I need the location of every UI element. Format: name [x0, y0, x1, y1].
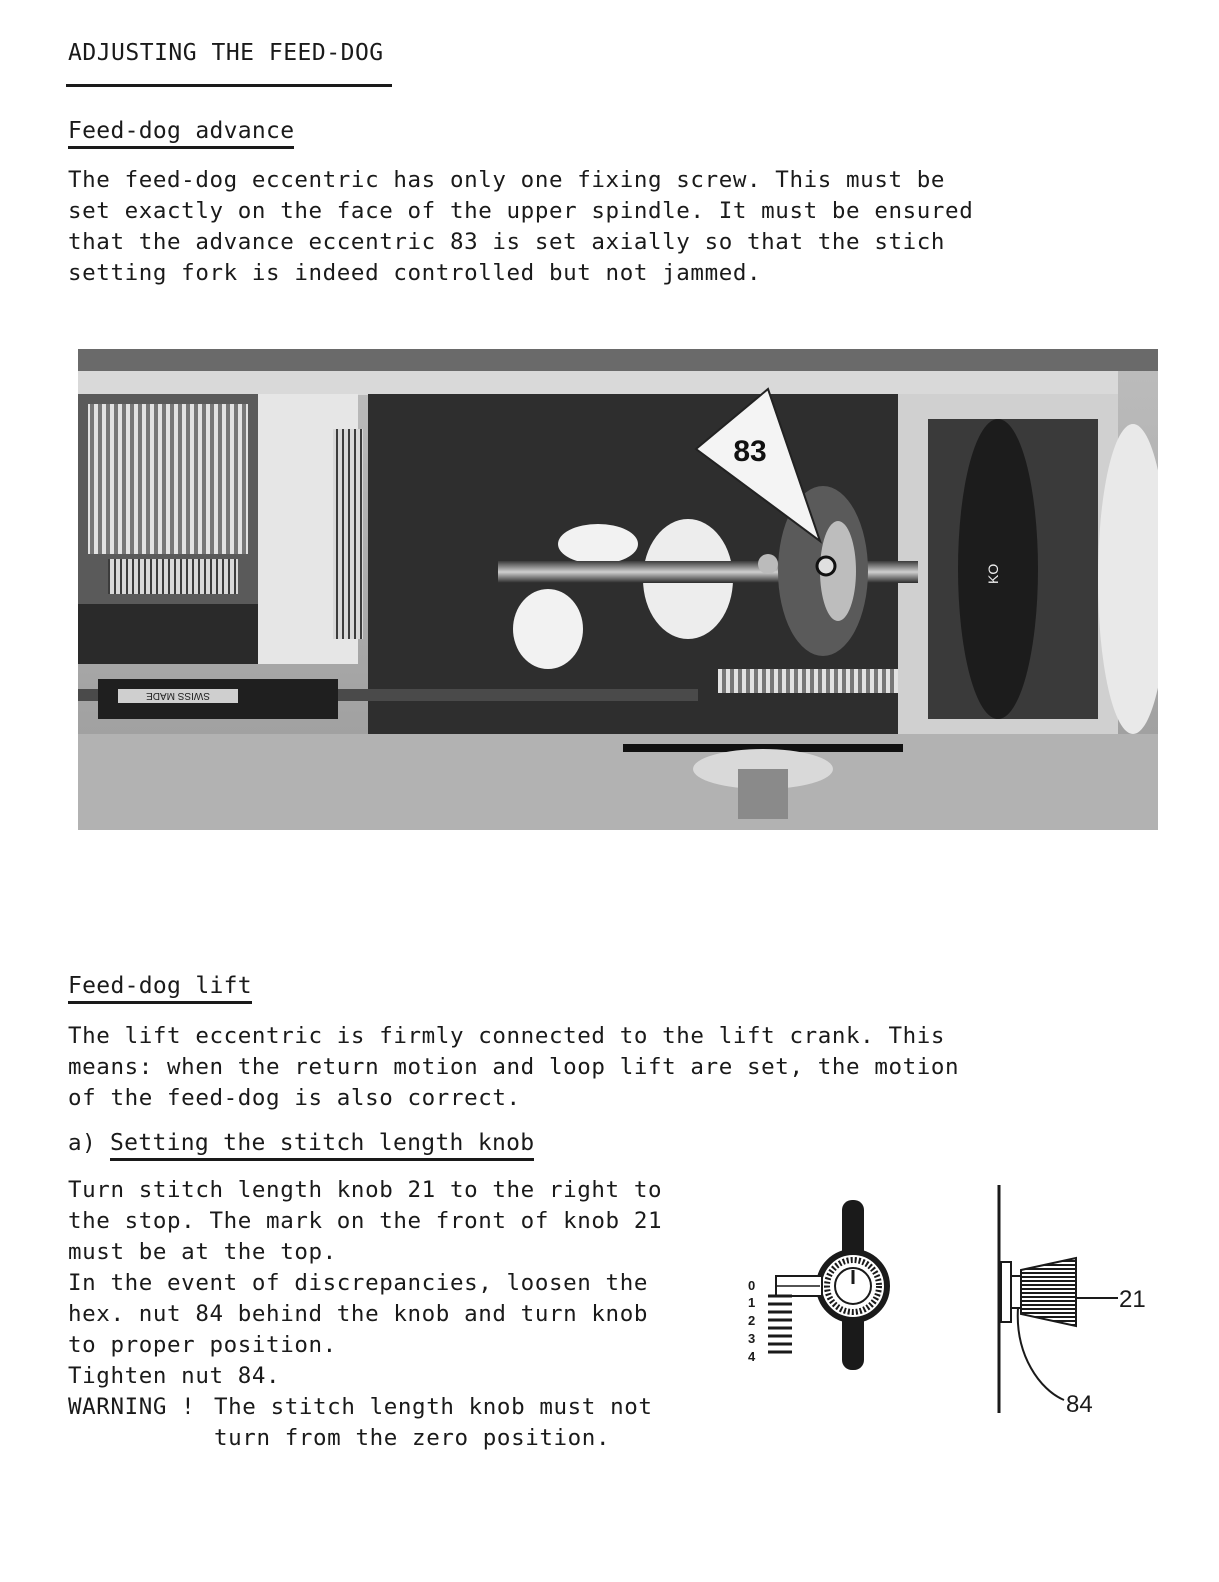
- stitch-length-scale: [768, 1296, 792, 1352]
- warning-block: [68, 1392, 662, 1454]
- scale-number: 4: [748, 1349, 756, 1364]
- advance-paragraph: [68, 165, 973, 289]
- page-title: ADJUSTING THE FEED-DOG: [68, 40, 384, 66]
- paragraph-line: must be at the top.: [68, 1239, 337, 1265]
- paragraph-line: to proper position.: [68, 1332, 337, 1358]
- paragraph-line: that the advance eccentric 83 is set axially so that the stich: [68, 229, 946, 255]
- warning-line: turn from the zero position.: [214, 1425, 611, 1451]
- knob-label-21: 21: [1119, 1286, 1146, 1313]
- paragraph-line: In the event of discrepancies, loosen the: [68, 1270, 648, 1296]
- paragraph-line: The lift eccentric is firmly connected to the lift crank. This: [68, 1023, 946, 1049]
- paragraph-line: the stop. The mark on the front of knob 21: [68, 1208, 663, 1234]
- warning-label: WARNING !: [68, 1394, 196, 1420]
- paragraph-line: set exactly on the face of the upper spindle. It must be ensured: [68, 198, 974, 224]
- hex-nut-84: [1011, 1276, 1021, 1308]
- section-heading-advance: Feed-dog advance: [68, 118, 294, 149]
- paragraph-line: The feed-dog eccentric has only one fixing screw. This must be: [68, 167, 946, 193]
- section-heading-lift: Feed-dog lift: [68, 973, 252, 1004]
- stitch-knob-diagram: [730, 1180, 1150, 1430]
- subsection-prefix: a): [68, 1130, 97, 1156]
- stitch-knob-instructions: [68, 1175, 662, 1454]
- nut-label-84: 84: [1066, 1391, 1093, 1418]
- photo-scale-label: SWISS MADE: [146, 690, 210, 701]
- mechanism-photo: [78, 349, 1158, 830]
- warning-line: The stitch length knob must not: [214, 1394, 653, 1420]
- callout-83-label: 83: [733, 435, 767, 468]
- paragraph-line: of the feed-dog is also correct.: [68, 1085, 521, 1111]
- title-underline: [66, 84, 392, 87]
- scale-number: 0: [748, 1278, 756, 1293]
- photo-dial-marks: KO: [985, 563, 1001, 584]
- paragraph-line: hex. nut 84 behind the knob and turn knob: [68, 1301, 648, 1327]
- paragraph-line: Turn stitch length knob 21 to the right to: [68, 1177, 663, 1203]
- scale-number: 1: [748, 1295, 756, 1310]
- lift-paragraph: [68, 1021, 959, 1114]
- paragraph-line: Tighten nut 84.: [68, 1363, 281, 1389]
- scale-number: 3: [748, 1331, 756, 1346]
- paragraph-line: means: when the return motion and loop lift are set, the motion: [68, 1054, 960, 1080]
- subsection-heading: Setting the stitch length knob: [110, 1130, 534, 1161]
- scale-number: 2: [748, 1313, 756, 1328]
- knob-side-view: [1021, 1258, 1076, 1326]
- paragraph-line: setting fork is indeed controlled but not jammed.: [68, 260, 762, 286]
